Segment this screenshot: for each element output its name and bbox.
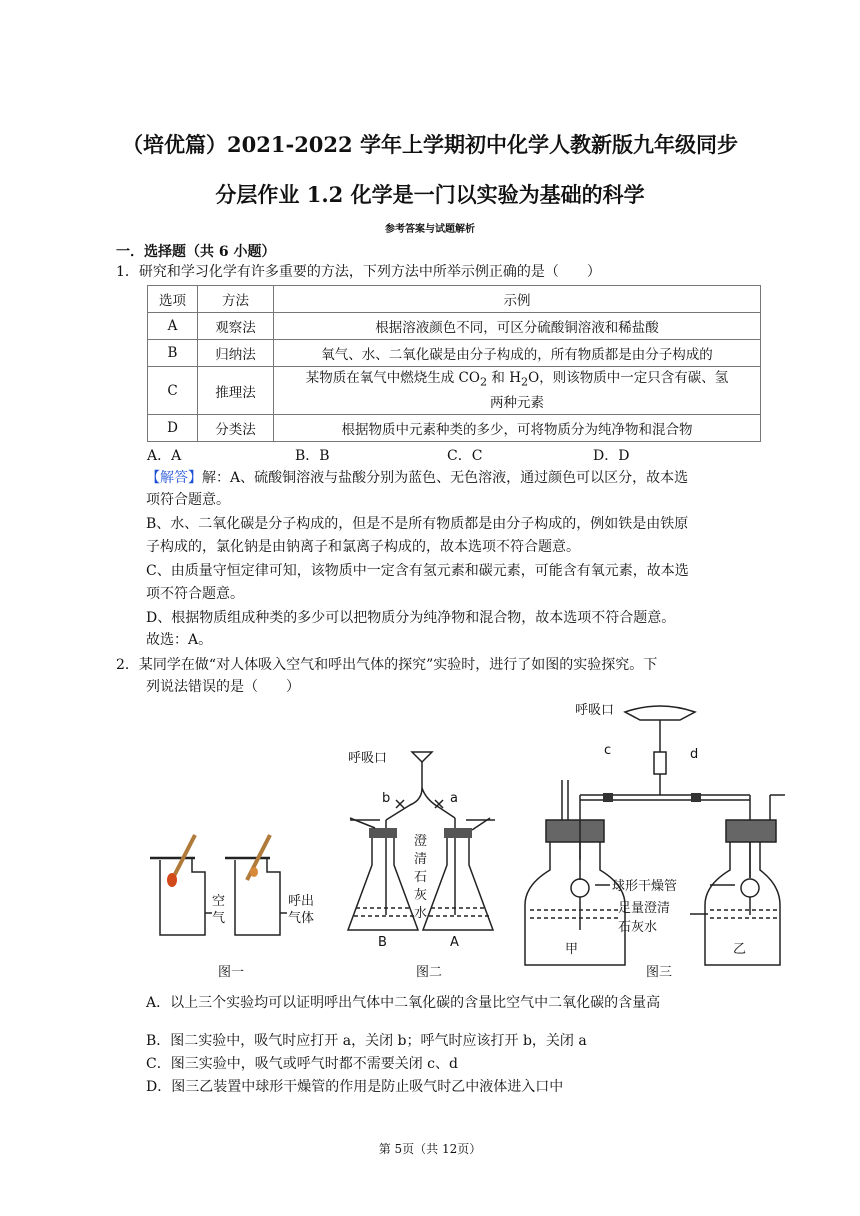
fig2-limewater-char: 石 — [414, 870, 428, 885]
table-cell-method: 观察法 — [198, 313, 274, 340]
table-row — [148, 313, 761, 340]
doc-subtitle: 参考答案与试题解析 — [385, 224, 475, 235]
q1-answer-line: 项不符合题意。 — [146, 586, 244, 602]
q2-stem-line-2: 列说法错误的是（ ） — [146, 679, 300, 695]
table-cell-method: 分类法 — [198, 415, 274, 442]
fig3-limewater-2: 石灰水 — [618, 920, 658, 935]
doc-title-line-2: 分层作业 1.2 化学是一门以实验为基础的科学 — [215, 182, 645, 207]
fig1-caption: 图一 — [218, 965, 245, 980]
fig1-label-exhale-2: 气体 — [288, 911, 315, 926]
fig2-limewater-char: 灰 — [414, 888, 428, 903]
q2-option-c: C．图三实验中，吸气或呼气时都不需要关闭 c、d — [146, 1056, 458, 1072]
fig3-yi: 乙 — [733, 942, 747, 957]
table-row — [148, 340, 761, 367]
table-cell-option: A — [148, 313, 198, 340]
q1-options-table — [147, 285, 761, 442]
fig3-valve-c: c — [604, 743, 612, 758]
q1-answer-line: B、水、二氧化碳是分子构成的，但是不是所有物质都是由分子构成的，例如铁是由铁原 — [146, 516, 689, 532]
table-cell-option: B — [148, 340, 198, 367]
q2-option-d: D．图三乙装置中球形干燥管的作用是防止吸气时乙中液体进入口中 — [146, 1079, 564, 1095]
fig1-label-exhale-1: 呼出 — [288, 894, 315, 909]
table-header-cell: 方法 — [198, 286, 274, 313]
fig3-dryer-label: 球形干燥管 — [612, 879, 678, 894]
q2-option-b: B．图二实验中，吸气时应打开 a，关闭 b；呼气时应该打开 b，关闭 a — [146, 1033, 587, 1049]
q1-answer-line: D、根据物质组成种类的多少可以把物质分为纯净物和混合物，故本选项不符合题意。 — [146, 610, 676, 626]
table-cell-method: 归纳法 — [198, 340, 274, 367]
fig1-label-air-1: 空 — [212, 894, 226, 909]
q2-stem-line-1: 2．某同学在做“对人体吸入空气和呼出气体的探究”实验时，进行了如图的实验探究。下 — [116, 657, 658, 673]
fig2-limewater-char: 澄 — [414, 834, 428, 849]
answer-tag: 【解答】 — [146, 470, 202, 486]
table-cell-option: D — [148, 415, 198, 442]
table-header-cell: 选项 — [148, 286, 198, 313]
experiment-figure — [150, 700, 790, 990]
table-header-row — [148, 286, 761, 313]
page-footer: 第 5页（共 12页） — [378, 1142, 482, 1156]
choice-c: C．C — [447, 448, 483, 464]
fig3-limewater-1: 足量澄清 — [618, 901, 671, 916]
fig2-flask-b: B — [378, 935, 387, 950]
fig3-mouth-label: 呼吸口 — [575, 703, 615, 718]
fig3-valve-d: d — [690, 747, 699, 762]
fig2-flask-a: A — [450, 935, 459, 950]
table-row — [148, 415, 761, 442]
table-cell-example: 某物质在氧气中燃烧生成 $CO_2$ 和 $H_2O$，则该物质中一定只含有碳、氢 两种元素 — [274, 367, 761, 415]
table-row — [148, 367, 761, 415]
table-cell-method: 推理法 — [198, 367, 274, 415]
fig3-caption: 图三 — [646, 965, 673, 980]
q1-answer-line: C、由质量守恒定律可知，该物质中一定含有氢元素和碳元素，可能含有氧元素，故本选 — [146, 563, 689, 579]
doc-title-line-1: （培优篇）2021-2022 学年上学期初中化学人教新版九年级同步 — [122, 132, 738, 157]
table-cell-example: 根据溶液颜色不同，可区分硫酸铜溶液和稀盐酸 — [274, 313, 761, 340]
q1-answer-line: 项符合题意。 — [146, 492, 230, 508]
table-cell-option: C — [148, 367, 198, 415]
q1-stem: 1．研究和学习化学有许多重要的方法，下列方法中所举示例正确的是（ ） — [116, 264, 601, 280]
table-cell-example: 根据物质中元素种类的多少，可将物质分为纯净物和混合物 — [274, 415, 761, 442]
choice-b: B．B — [295, 448, 330, 464]
fig3-jia: 甲 — [565, 942, 579, 957]
choice-d: D．D — [593, 448, 630, 464]
fig1-label-air-2: 气 — [212, 911, 226, 926]
section-heading: 一．选择题（共 6 小题） — [116, 244, 276, 260]
q2-option-a: A．以上三个实验均可以证明呼出气体中二氧化碳的含量比空气中二氧化碳的含量高 — [146, 995, 661, 1011]
table-cell-example: 氧气、水、二氧化碳是由分子构成的，所有物质都是由分子构成的 — [274, 340, 761, 367]
choice-a: A．A — [147, 448, 182, 464]
q1-answer-line-1: 【解答】解：A、硫酸铜溶液与盐酸分别为蓝色、无色溶液，通过颜色可以区分，故本选 — [146, 470, 689, 486]
fig2-valve-b: b — [382, 791, 391, 806]
fig2-mouth-label: 呼吸口 — [348, 751, 388, 766]
fig2-caption: 图二 — [416, 965, 443, 980]
q1-answer-line: 子构成的，氯化钠是由钠离子和氯离子构成的，故本选项不符合题意。 — [146, 539, 580, 555]
table-header-cell: 示例 — [274, 286, 761, 313]
fig2-valve-a: a — [450, 791, 458, 806]
q1-answer-line: 故选：A。 — [146, 632, 213, 648]
fig2-limewater-char: 清 — [414, 852, 428, 867]
fig2-limewater-char: 水 — [414, 906, 428, 921]
